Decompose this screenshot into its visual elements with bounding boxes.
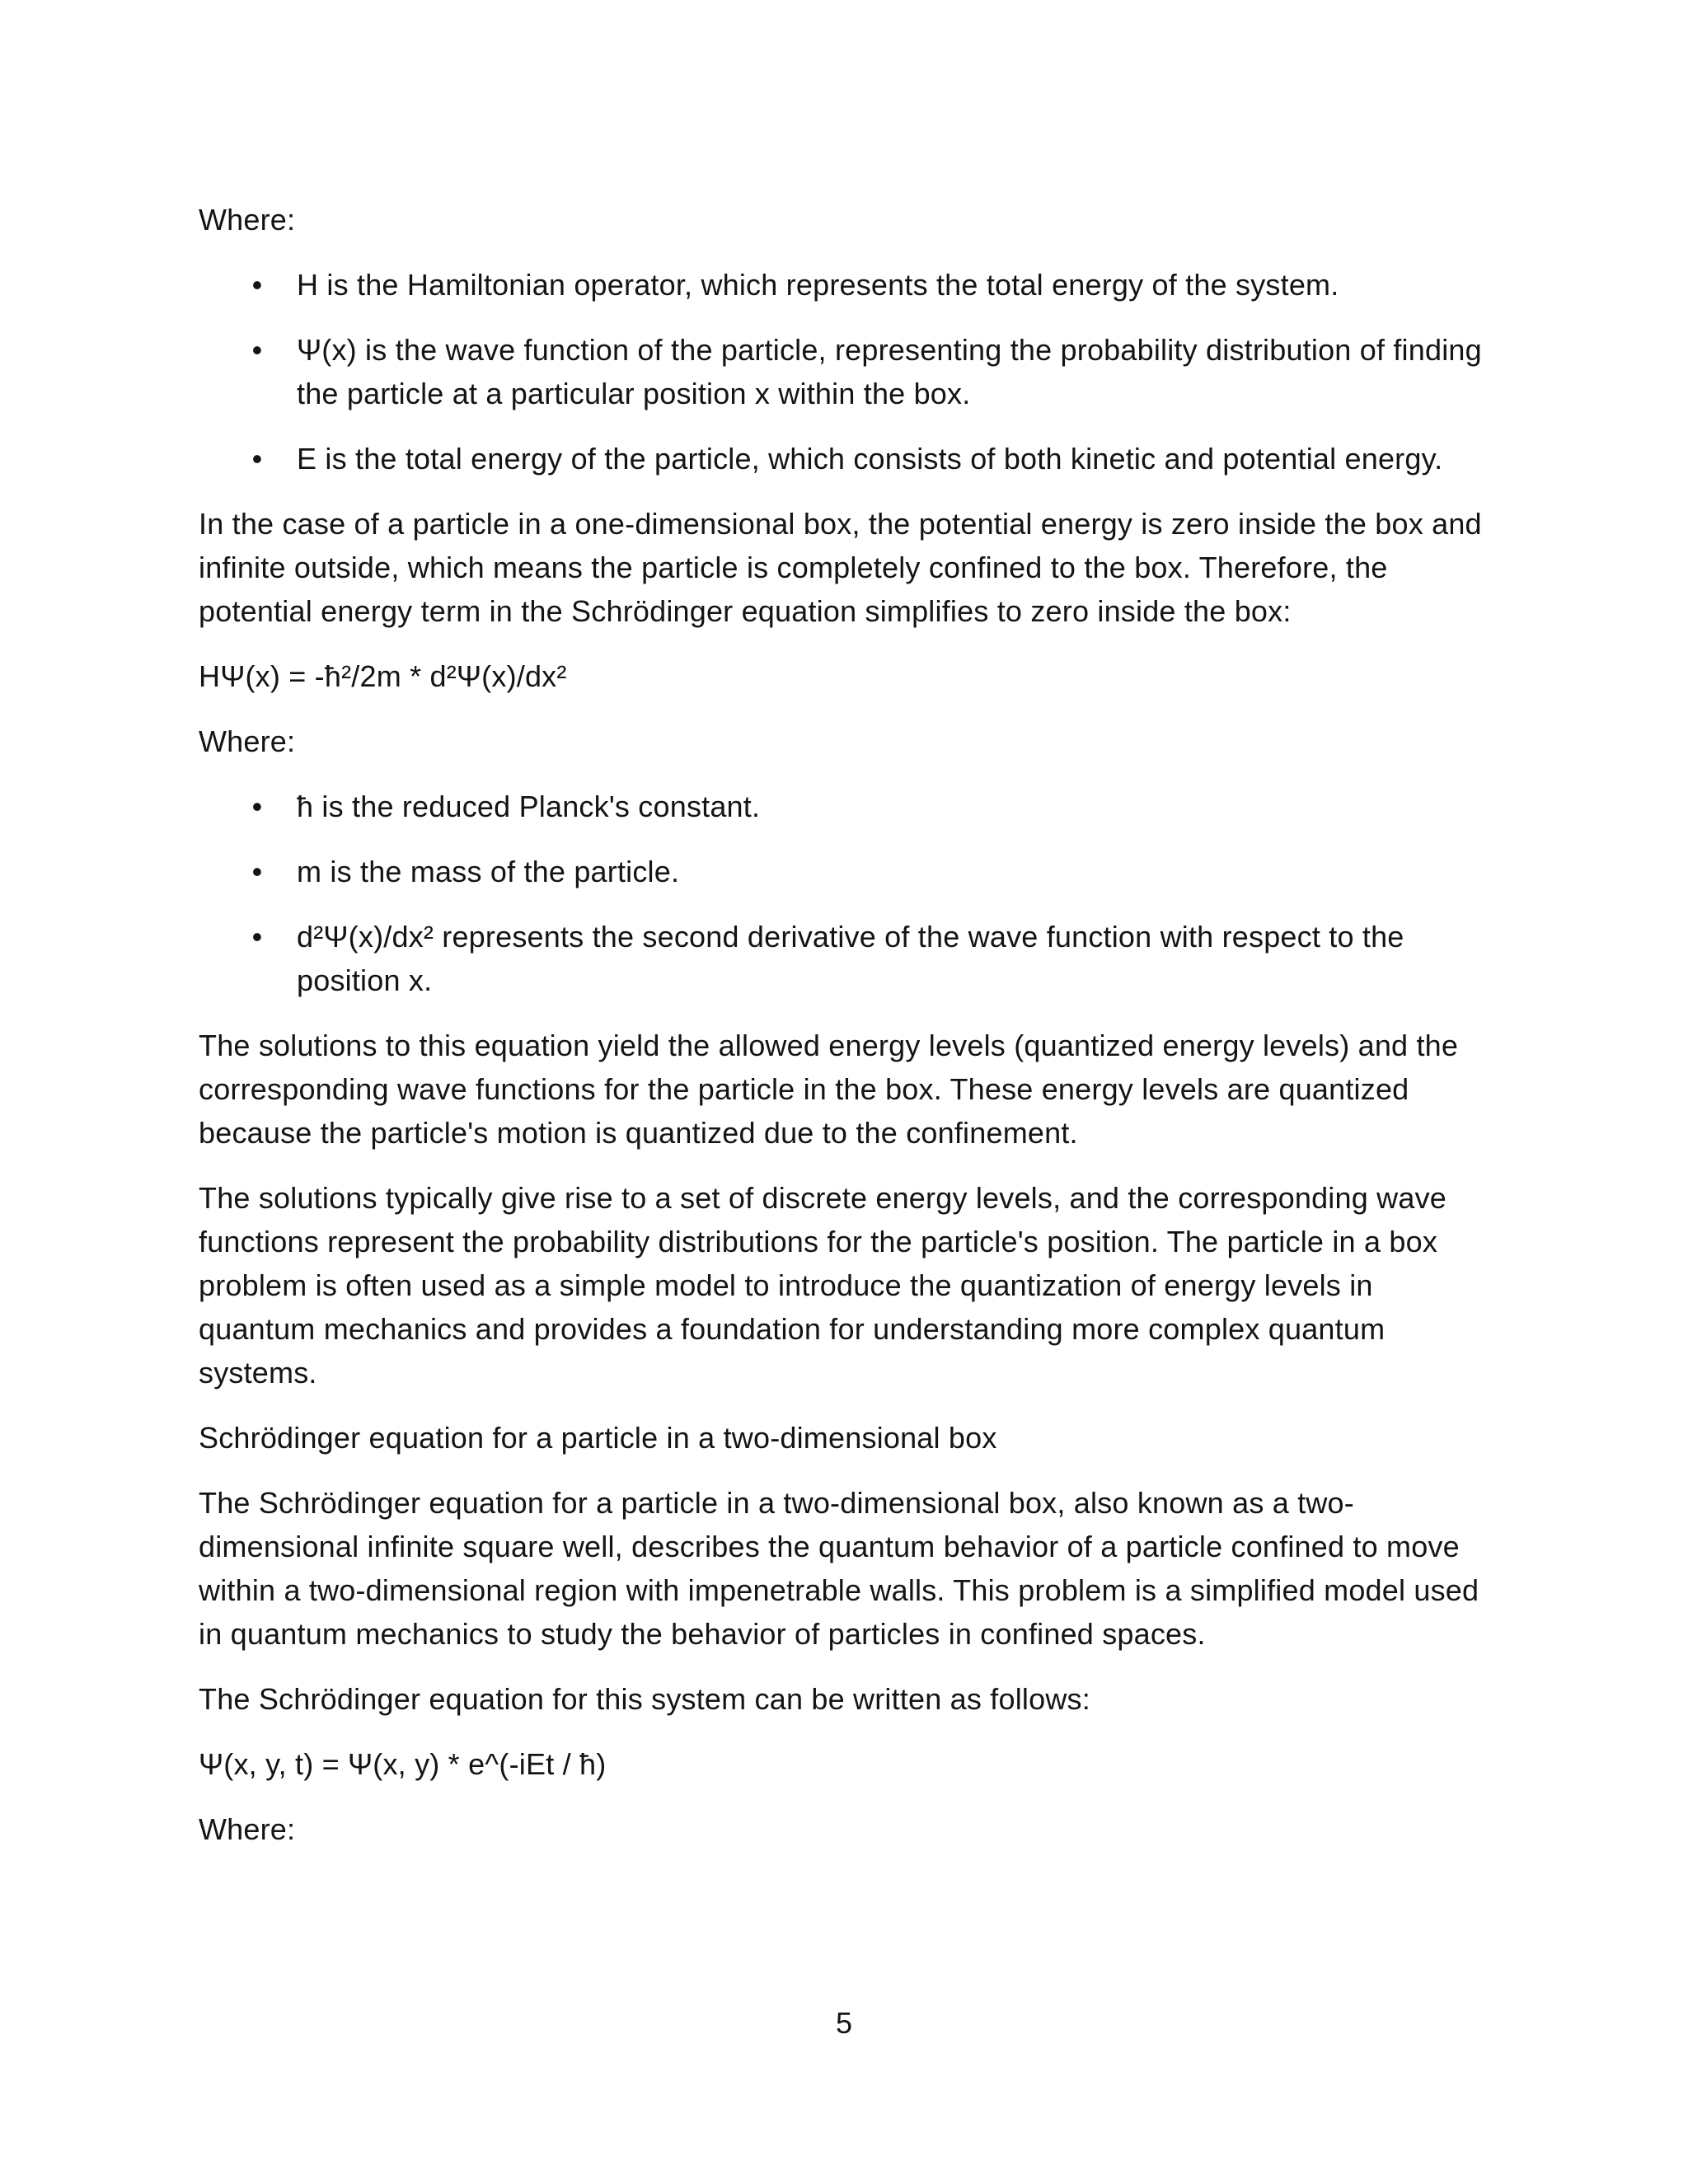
page-body [199,198,1491,1872]
list-item [251,915,1491,1002]
bullet-icon: • [251,855,263,888]
where-label: Where: [199,1812,296,1846]
equation: HΨ(x) = -ħ²/2m * d²Ψ(x)/dx² [199,659,567,693]
equation: Ψ(x, y, t) = Ψ(x, y) * e^(-iEt / ħ) [199,1747,607,1781]
list-item-text: m is the mass of the particle. [297,855,680,888]
paragraph: The Schrödinger equation for a particle in a two-dimensional box, also known as a two-dimensional infinite square well, describes the quantum behavior of a particle confined to move within a two-dimensional region with impenetrable walls. This problem is a simplified model used in quantum mechanics to study the behavior of particles in confined spaces. [199,1486,1479,1651]
paragraph: In the case of a particle in a one-dimensional box, the potential energy is zero inside the box and infinite outside, which means the particle is completely confined to the box. Therefore, the potential energy term in the Schrödinger equation simplifies to zero inside the box: [199,507,1482,628]
definition-list-hamiltonian [199,263,1491,480]
section-heading: Schrödinger equation for a particle in a two-dimensional box [199,1421,997,1455]
bullet-icon: • [251,333,263,367]
definition-list-constants [199,785,1491,1002]
paragraph: The Schrödinger equation for this system can be written as follows: [199,1682,1090,1716]
where-label: Where: [199,203,296,237]
list-item [251,850,1491,893]
paragraph: The solutions typically give rise to a set of discrete energy levels, and the corresponding wave functions represent the probability distributions for the particle's position. The particle in a box problem is often used as a simple model to introduce the quantization of energy levels in quantum mechanics and provides a foundation for understanding more complex quantum systems. [199,1181,1447,1390]
list-item-text: d²Ψ(x)/dx² represents the second derivative of the wave function with respect to the position x. [297,920,1404,997]
list-item [251,437,1491,480]
bullet-icon: • [251,442,263,476]
where-label: Where: [199,724,296,758]
bullet-icon: • [251,268,263,302]
list-item-text: E is the total energy of the particle, which consists of both kinetic and potential energy. [297,442,1443,476]
list-item-text: H is the Hamiltonian operator, which represents the total energy of the system. [297,268,1339,302]
list-item-text: ħ is the reduced Planck's constant. [297,790,761,823]
list-item-text: Ψ(x) is the wave function of the particle, representing the probability distribution of finding the particle at a particular position x within the box. [297,333,1482,410]
bullet-icon: • [251,920,263,954]
bullet-icon: • [251,790,263,823]
list-item [251,263,1491,307]
paragraph: The solutions to this equation yield the allowed energy levels (quantized energy levels) and the corresponding wave functions for the particle in the box. These energy levels are quantized because the particle's motion is quantized due to the confinement. [199,1029,1459,1150]
page-number: 5 [835,2006,853,2040]
list-item [251,785,1491,828]
list-item [251,328,1491,415]
